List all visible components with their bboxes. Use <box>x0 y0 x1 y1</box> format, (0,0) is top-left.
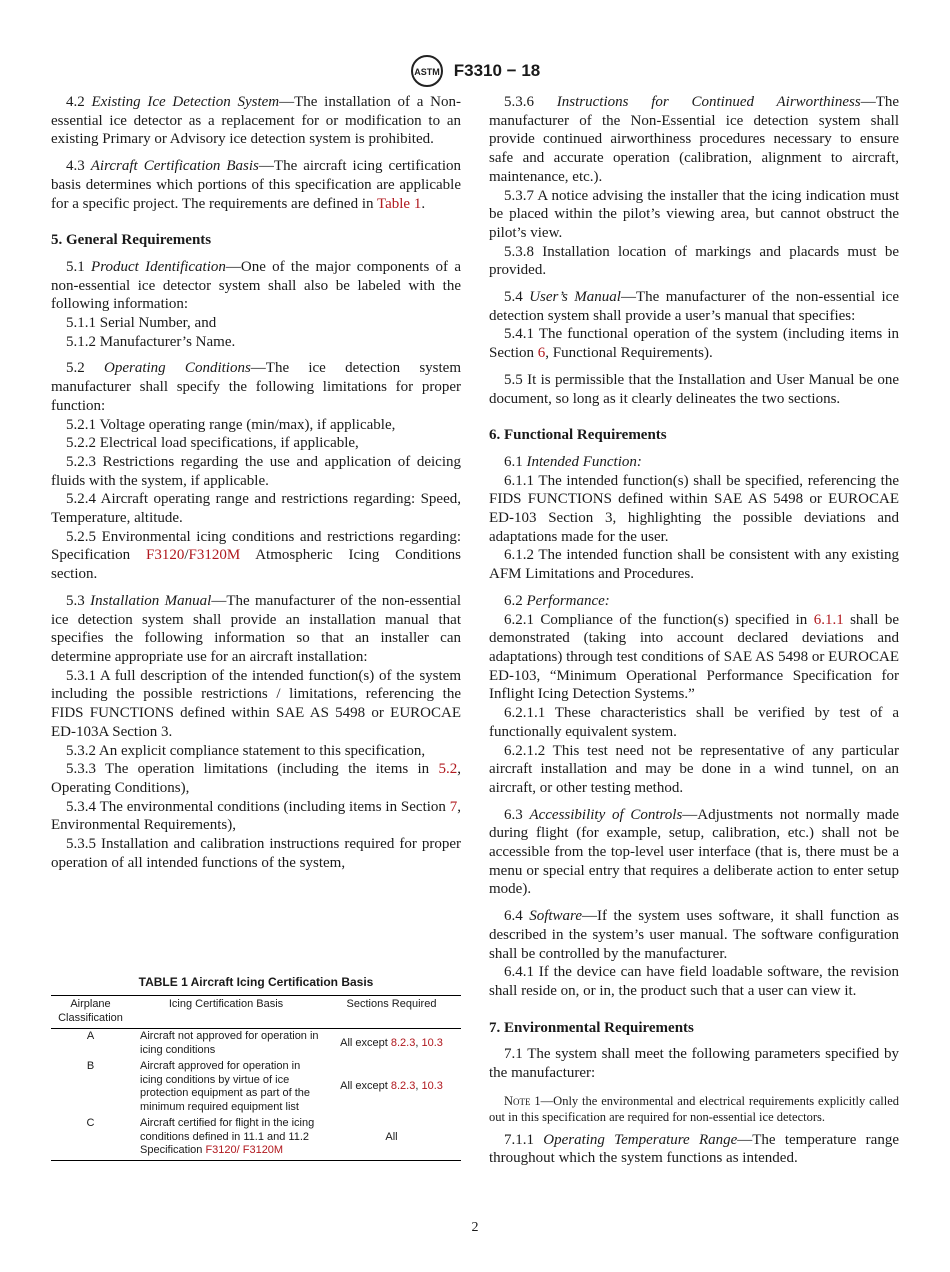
section-5-4: 5.4 User’s Manual—The manufacturer of the non-essential ice detection system shall provide a user’s manual that specifies: <box>489 289 899 324</box>
section-5-2-4: 5.2.4 Aircraft operating range and restrictions regarding: Speed, Temperature, altitude. <box>51 491 461 527</box>
table-cell: A <box>86 1030 95 1042</box>
left-column <box>51 93 461 872</box>
section-5-3-5: 5.3.5 Installation and calibration instructions required for proper operation of all intended functions of the system, <box>51 836 461 871</box>
f3120m-link[interactable]: F3120M <box>188 547 241 564</box>
column-header: Icing Certification Basis <box>130 996 322 1029</box>
table-cell: All except 8.2.3, 10.3 <box>340 1080 443 1093</box>
table-cell: C <box>51 1116 130 1160</box>
heading-6: 6. Functional Requirements <box>489 427 667 444</box>
section-6-4-1: 6.4.1 If the device can have field loadable software, the revision shall reside on, or in, the product such that a user can view it. <box>489 964 899 999</box>
section-6-link[interactable]: 6 <box>537 345 546 362</box>
section-7-1-1: 7.1.1 Operating Temperature Range—The temperature range throughout which the system functions as intended. <box>489 1131 899 1167</box>
table-1-title: TABLE 1 Aircraft Icing Certification Basis <box>138 975 374 989</box>
table-1 <box>51 975 461 1161</box>
section-7-link[interactable]: 7 <box>449 798 458 815</box>
astm-logo-icon <box>410 54 444 88</box>
section-6-3: 6.3 Accessibility of Controls—Adjustments not normally made during flight (for example, setup, calibration, etc.) shall not be accessible from the top-level user interface (that is, there must be a menu or special entry that requires a deliberate action to enter setup mode). <box>489 806 900 898</box>
section-6-2: 6.2 Performance: <box>504 592 610 609</box>
logo-text: ASTM <box>414 67 440 77</box>
section-5-3-7: 5.3.7 A notice advising the installer that the icing indication must be placed within the pilot’s viewing area, but cannot obstruct the pilot’s view. <box>489 187 899 241</box>
section-6-2-1-2: 6.2.1.2 This test need not be representative of any particular aircraft installation and may be done in a wind tunnel, on an aircraft, or other testing method. <box>489 742 899 796</box>
table-cell: Aircraft approved for operation in icing conditions by virtue of ice protection equipment as part of the minimum required equipment list <box>140 1060 310 1113</box>
certification-basis-table <box>51 995 461 1161</box>
section-6-1: 6.1 Intended Function: <box>504 453 642 470</box>
section-5-2-2: 5.2.2 Electrical load specifications, if applicable, <box>66 435 359 452</box>
table-cell: All <box>322 1116 461 1160</box>
section-8-2-3-link[interactable]: 8.2.3 <box>390 1036 416 1049</box>
table-row <box>51 1029 461 1060</box>
heading-7: 7. Environmental Requirements <box>489 1019 694 1036</box>
table-row <box>51 1059 461 1116</box>
section-6-2-1: 6.2.1 Compliance of the function(s) specified in 6.1.1 shall be demonstrated (taking into account declared deviations and adaptations) through test conditions of SAE AS 5498 or EUROCAE ED-103, “Minimum Operational Performance Specification for Inflight Icing Detection Systems.” <box>489 611 899 703</box>
section-5-3-8: 5.3.8 Installation location of markings and placards must be provided. <box>489 243 899 279</box>
table-header-row <box>51 996 461 1029</box>
document-designation: F3310 − 18 <box>453 61 541 80</box>
section-4-3: 4.3 Aircraft Certification Basis—The aircraft icing certification basis determines which portions of this specification are applicable for a specific project. The requirements are defined in Table 1. <box>51 158 462 212</box>
section-5-3-2: 5.3.2 An explicit compliance statement to this specification, <box>66 742 426 759</box>
section-6-2-1-1: 6.2.1.1 These characteristics shall be verified by test of a functionally equivalent system. <box>489 705 899 740</box>
page-header <box>0 54 950 88</box>
table-cell: All except 8.2.3, 10.3 <box>340 1036 443 1049</box>
section-5-3-6: 5.3.6 Instructions for Continued Airworthiness—The manufacturer of the Non-Essential ice detection system shall provide continued airworthiness procedures necessary to ensure safe and accurate operation (calibration, alignment to aircraft, maintenance, etc.). <box>489 94 900 185</box>
section-5-1-2: 5.1.2 Manufacturer’s Name. <box>66 333 236 350</box>
table-cell: Aircraft certified for flight in the icing conditions defined in 11.1 and 11.2 Specification F3120/ F3120M <box>130 1116 322 1160</box>
section-5-2-link[interactable]: 5.2 <box>438 761 458 778</box>
table-cell: B <box>86 1060 95 1072</box>
section-5-1: 5.1 Product Identification—One of the major components of a non-essential ice detector system shall also be labeled with the following information: <box>51 258 461 313</box>
note-1: Note 1—Only the environmental and electrical requirements explicitly called out in this specification are required for non-essential ice detectors. <box>489 1093 899 1124</box>
section-5-2-3: 5.2.3 Restrictions regarding the use and application of deicing fluids with the system, if applicable. <box>51 453 461 489</box>
section-10-3-link[interactable]: 10.3 <box>421 1080 443 1093</box>
section-5-2: 5.2 Operating Conditions—The ice detection system manufacturer shall specify the following limitations for proper function: <box>51 360 461 414</box>
section-6-1-1-link[interactable]: 6.1.1 <box>813 611 844 628</box>
right-column <box>489 93 899 1168</box>
section-10-3-link[interactable]: 10.3 <box>421 1036 443 1049</box>
section-5-3-4: 5.3.4 The environmental conditions (including items in Section 7, Environmental Requirements), <box>51 798 461 834</box>
heading-5: 5. General Requirements <box>51 232 212 249</box>
section-6-4: 6.4 Software—If the system uses software, it shall function as described in the system’s user manual. The software configuration shall be controlled by the manufacturer. <box>489 908 900 962</box>
section-6-1-2: 6.1.2 The intended function shall be consistent with any existing AFM Limitations and Procedures. <box>489 547 899 583</box>
section-5-3-1: 5.3.1 A full description of the intended function(s) of the system including the possible restrictions / limitations, referencing the FIDS FUNCTIONS defined within SAE AS 5498 or EUROCAE ED-103A Section 3. <box>51 667 461 740</box>
section-5-2-1: 5.2.1 Voltage operating range (min/max), if applicable, <box>66 416 396 433</box>
table-1-link[interactable]: Table 1 <box>376 195 422 212</box>
section-6-1-1: 6.1.1 The intended function(s) shall be specified, referencing the FIDS FUNCTIONS defined within SAE AS 5498 or EUROCAE ED-103 Section 3, highlighting the possible deviations and adaptations made for the user. <box>489 472 899 545</box>
section-5-5: 5.5 It is permissible that the Installation and User Manual be one document, so long as it clearly delineates the two sections. <box>489 371 899 407</box>
section-5-2-5: 5.2.5 Environmental icing conditions and restrictions regarding: Specification F3120/F3120M Atmospheric Icing Conditions section. <box>51 528 462 583</box>
section-5-1-1: 5.1.1 Serial Number, and <box>66 315 217 332</box>
table-row <box>51 1116 461 1160</box>
section-5-3-3: 5.3.3 The operation limitations (including the items in 5.2, Operating Conditions), <box>51 761 461 796</box>
column-header: Airplane Classification <box>51 996 130 1029</box>
f3120-f3120m-link[interactable]: F3120/ F3120M <box>205 1144 284 1156</box>
section-5-4-1: 5.4.1 The functional operation of the system (including items in Section 6, Functional Requirements). <box>489 326 899 362</box>
section-5-3: 5.3 Installation Manual—The manufacturer of the non-essential ice detection system shall provide an installation manual that specifies the following information so that an installer can determine appropriate use for an aircraft installation: <box>51 592 461 665</box>
page-number: 2 <box>471 1220 479 1235</box>
f3120-link[interactable]: F3120 <box>145 547 185 564</box>
table-cell: Aircraft not approved for operation in icing conditions <box>140 1030 319 1056</box>
section-8-2-3-link[interactable]: 8.2.3 <box>390 1080 416 1093</box>
section-4-2: 4.2 Existing Ice Detection System—The installation of a Non-essential ice detector as a replacement for or modification to an existing Primary or Advisory ice detection system is prohibited. <box>51 94 461 148</box>
section-7-1: 7.1 The system shall meet the following parameters specified by the manufacturer: <box>489 1046 899 1082</box>
column-header: Sections Required <box>322 996 461 1029</box>
